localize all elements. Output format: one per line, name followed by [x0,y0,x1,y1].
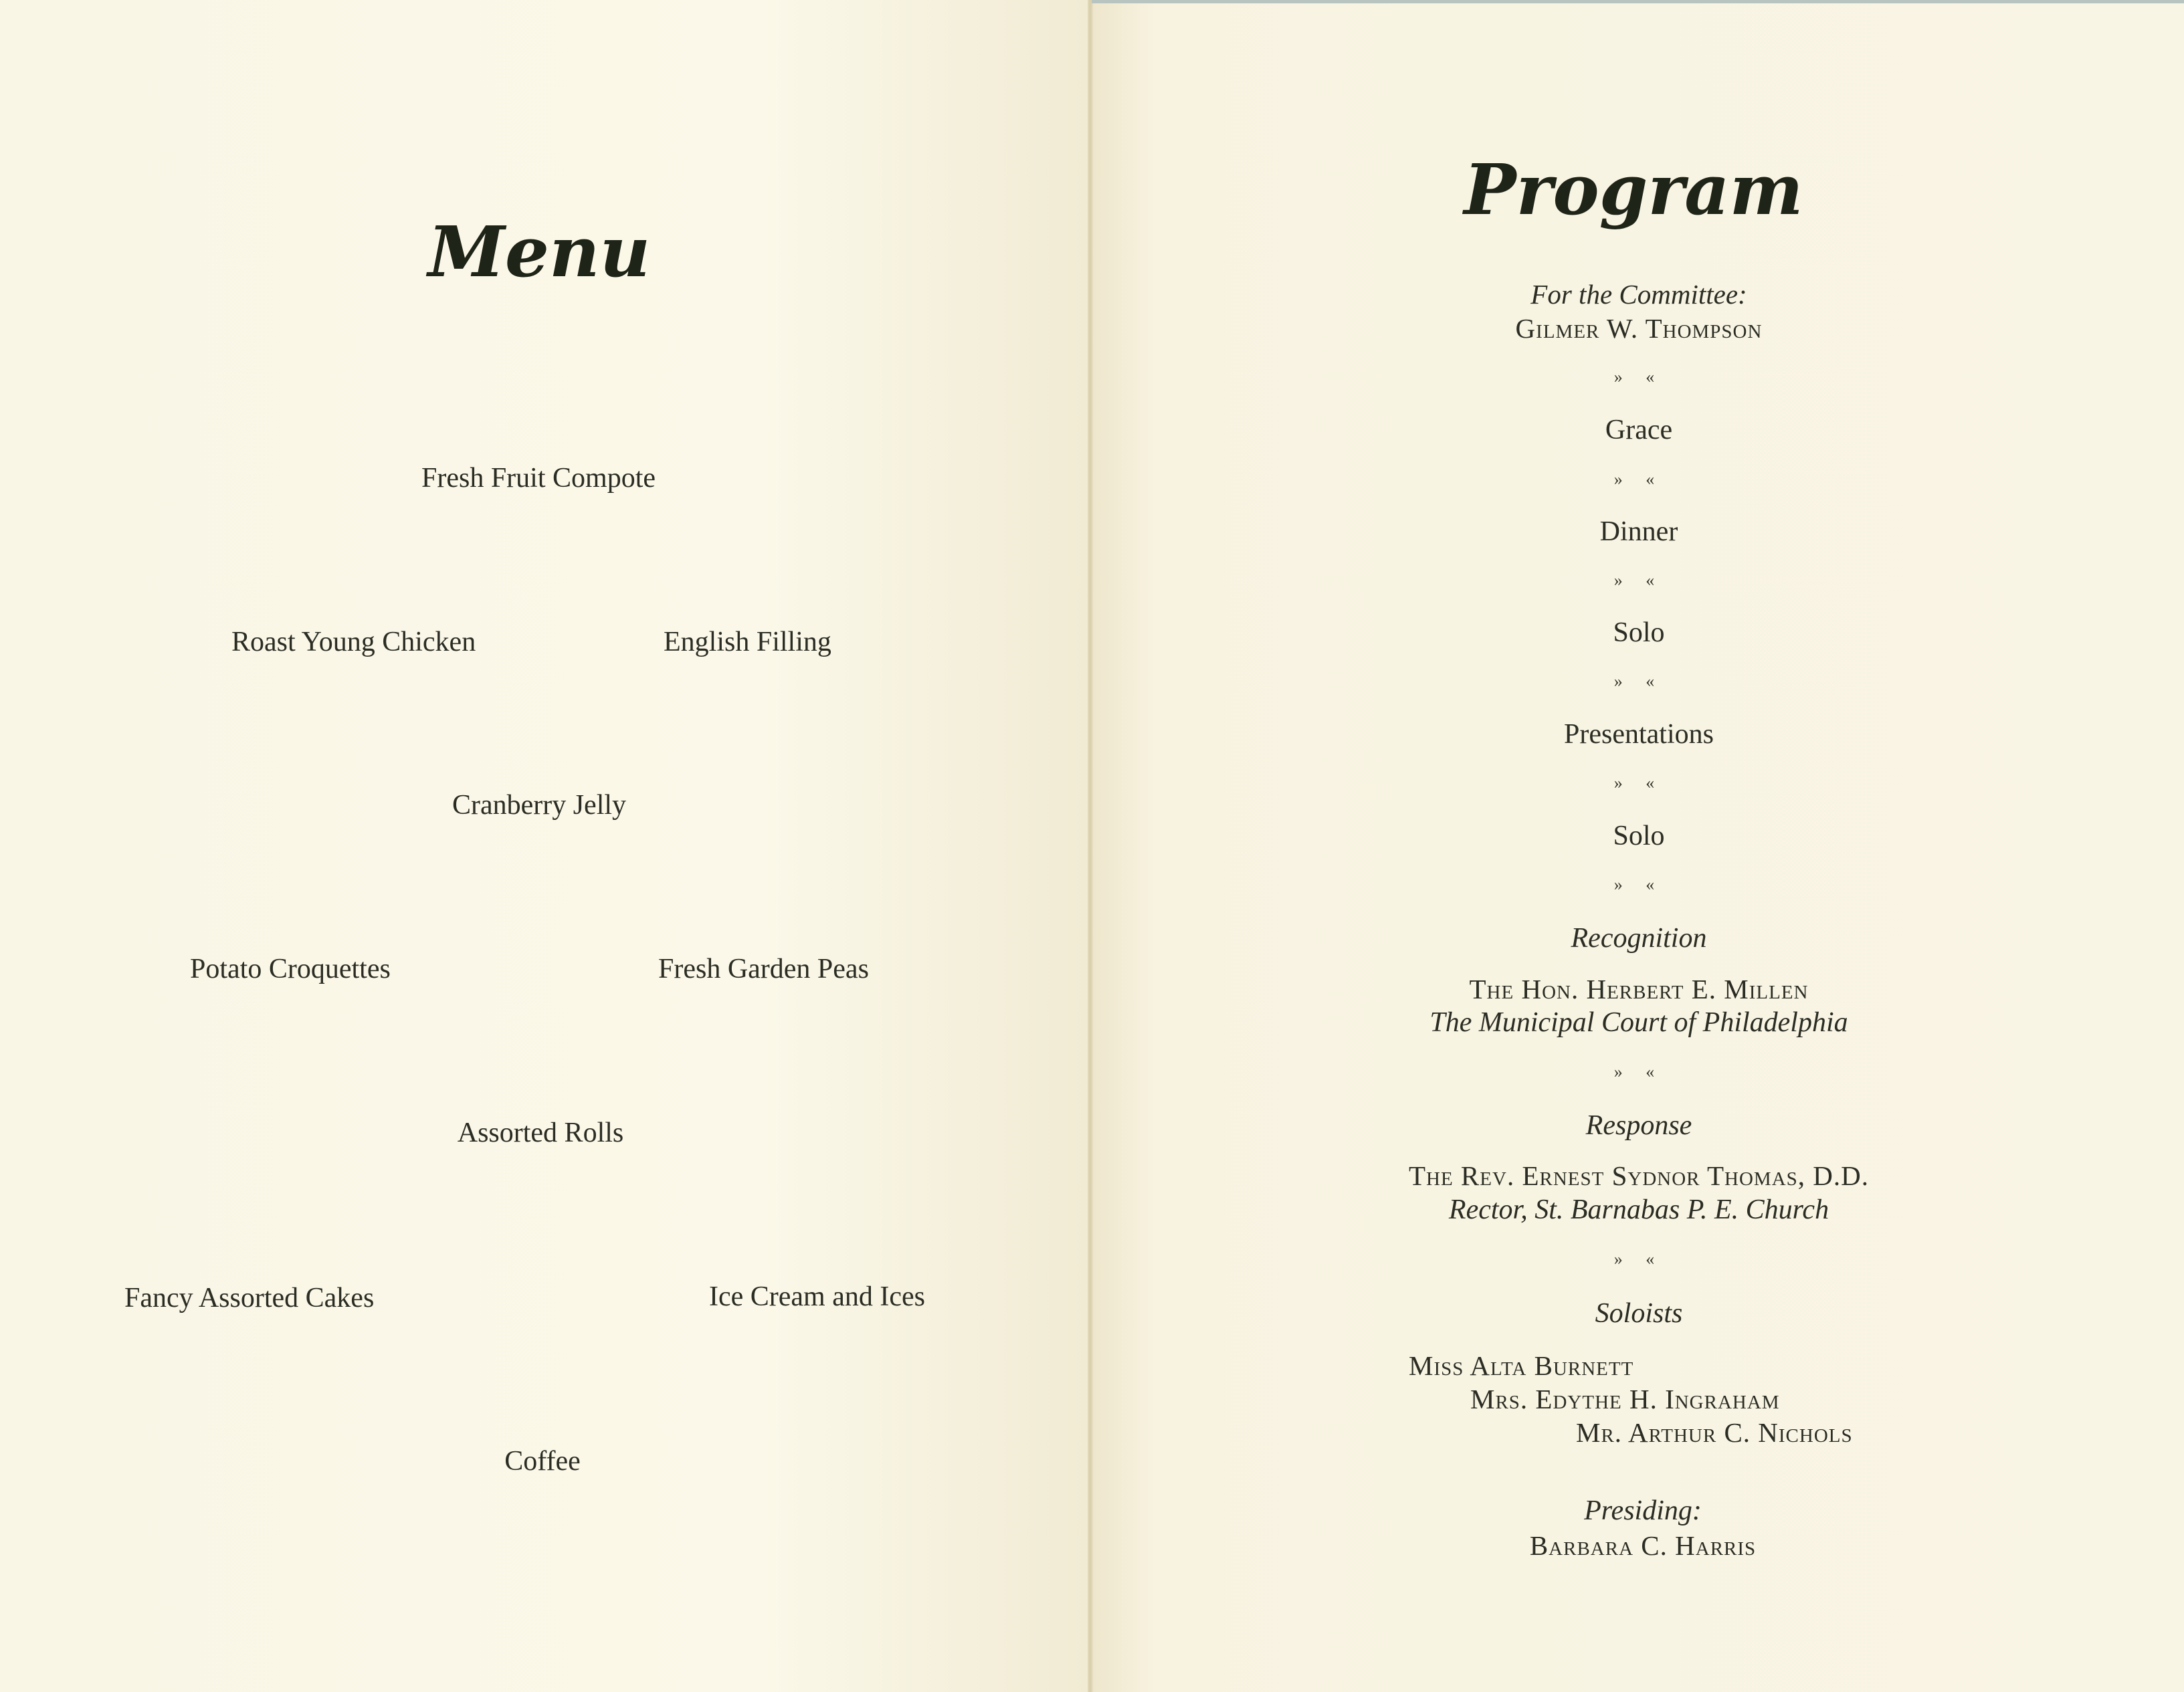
program-item-grace: Grace [1605,415,1673,445]
menu-heading: Menu [427,211,651,293]
program-item-dinner: Dinner [1599,516,1678,547]
program-item-solo-2: Solo [1613,821,1665,851]
separator: » « [1613,367,1664,387]
separator: » « [1613,570,1664,590]
separator: » « [1613,875,1664,894]
response-title: Rector, St. Barnabas P. E. Church [1448,1194,1829,1225]
recognition-name: The Hon. Herbert E. Millen [1469,974,1809,1004]
recognition-label: Recognition [1571,923,1707,954]
program-item-presentations: Presentations [1564,719,1714,750]
committee-name: Gilmer W. Thompson [1515,313,1763,344]
center-fold [1088,0,1093,1692]
menu-item-fancy-cakes: Fancy Assorted Cakes [124,1283,375,1313]
menu-item-ice-cream: Ice Cream and Ices [709,1281,925,1312]
separator: » « [1613,671,1664,691]
menu-item-cranberry-jelly: Cranberry Jelly [452,790,627,821]
top-edge [1092,0,2184,3]
separator: » « [1613,1249,1664,1269]
menu-item-fruit-compote: Fresh Fruit Compote [421,463,656,494]
committee-label: For the Committee: [1530,279,1747,310]
response-name: The Rev. Ernest Sydnor Thomas, D.D. [1408,1160,1870,1191]
soloist-name: Miss Alta Burnett [1409,1350,1634,1381]
presiding-name: Barbara C. Harris [1529,1530,1757,1561]
separator: » « [1613,773,1664,792]
program-item-solo-1: Solo [1613,617,1665,648]
soloist-name: Mrs. Edythe H. Ingraham [1470,1384,1780,1414]
separator: » « [1613,469,1664,489]
presiding-label: Presiding: [1584,1495,1702,1526]
response-label: Response [1585,1110,1692,1141]
soloist-name: Mr. Arthur C. Nichols [1576,1417,1853,1448]
menu-item-roast-chicken: Roast Young Chicken [231,627,476,657]
menu-item-coffee: Coffee [504,1446,581,1477]
separator: » « [1613,1062,1664,1081]
menu-item-potato-croquettes: Potato Croquettes [190,954,391,984]
soloists-label: Soloists [1595,1298,1683,1329]
menu-item-assorted-rolls: Assorted Rolls [457,1118,624,1148]
menu-item-garden-peas: Fresh Garden Peas [658,954,869,984]
recognition-title: The Municipal Court of Philadelphia [1429,1007,1848,1038]
menu-item-english-filling: English Filling [664,627,831,657]
program-heading: Program [1464,148,1803,231]
